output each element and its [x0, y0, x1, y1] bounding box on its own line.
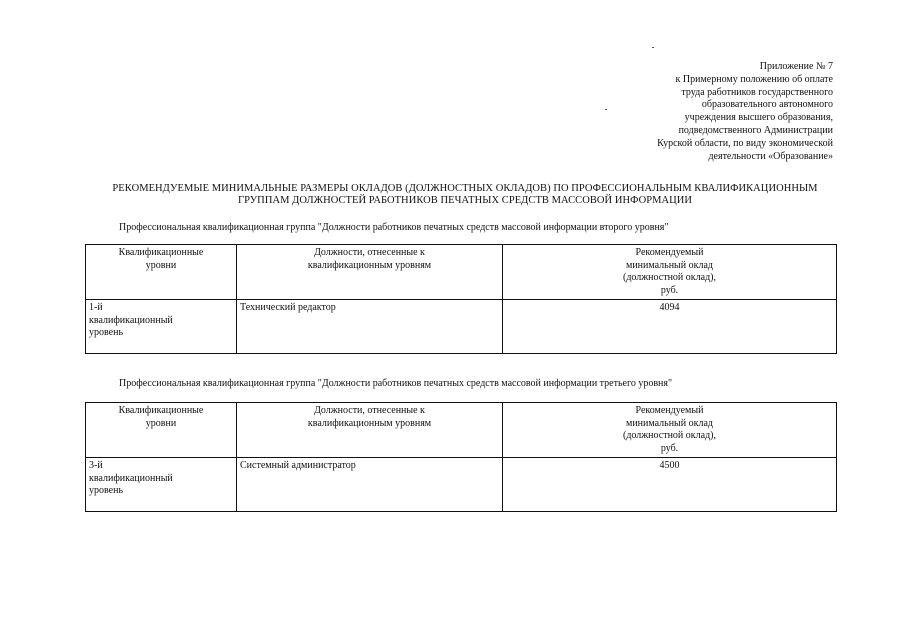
- header-text: Квалификационные: [118, 247, 204, 258]
- cell-position: Системный администратор: [237, 458, 503, 512]
- table-header-row: [86, 403, 837, 458]
- table-row: [86, 458, 837, 512]
- group-caption-second-level: Профессиональная квалификационная группа "Должности работников печатных средств массовой информации второго уровня": [119, 222, 669, 233]
- document-title: [60, 183, 870, 207]
- header-text: минимальный оклад: [625, 417, 714, 429]
- header-positions: [237, 403, 503, 458]
- group-caption-third-level: Профессиональная квалификационная группа "Должности работников печатных средств массовой информации третьего уровня": [119, 378, 673, 389]
- appendix-line: труда работников государственного: [681, 86, 833, 98]
- header-text: квалификационным уровням: [307, 417, 432, 429]
- header-text: Квалификационные: [118, 405, 204, 416]
- header-text: Должности, отнесенные к: [314, 247, 425, 258]
- header-text: Должности, отнесенные к: [314, 405, 425, 416]
- cell-qualification-level: [86, 458, 237, 512]
- header-recommended-salary: [503, 245, 837, 300]
- level-text: уровень: [89, 327, 124, 338]
- header-text: руб.: [660, 442, 679, 454]
- header-positions: [237, 245, 503, 300]
- cell-salary: 4500: [503, 458, 837, 512]
- header-text: (должностной оклад),: [622, 272, 716, 283]
- header-text: руб.: [660, 284, 679, 296]
- appendix-line: учреждения высшего образования,: [684, 112, 833, 124]
- header-text: (должностной оклад),: [622, 430, 716, 441]
- salary-table-third-level: [85, 402, 837, 512]
- header-text: квалификационным уровням: [307, 259, 432, 271]
- appendix-note: [593, 61, 833, 163]
- cell-qualification-level: [86, 300, 237, 354]
- appendix-line: деятельности «Образование»: [708, 150, 833, 162]
- header-text: Рекомендуемый: [635, 405, 704, 416]
- level-text: квалификационный: [89, 314, 173, 326]
- header-text: уровни: [145, 417, 177, 429]
- title-line-1: РЕКОМЕНДУЕМЫЕ МИНИМАЛЬНЫЕ РАЗМЕРЫ ОКЛАДОВ (ДОЛЖНОСТНЫХ ОКЛАДОВ) ПО ПРОФЕССИОНАЛЬНЫМ КВАЛИФИКАЦИОННЫМ: [112, 183, 818, 194]
- appendix-line: Курской области, по виду экономической: [657, 137, 833, 149]
- level-text: 1-й: [89, 302, 103, 313]
- header-text: уровни: [145, 259, 177, 271]
- appendix-line: подведомственного Администрации: [678, 124, 833, 136]
- appendix-line: к Примерному положению об оплате: [675, 73, 833, 85]
- appendix-line: Приложение № 7: [759, 61, 833, 72]
- header-qualification-levels: [86, 245, 237, 300]
- header-text: Рекомендуемый: [635, 247, 704, 258]
- appendix-line: образовательного автономного: [701, 99, 833, 111]
- title-line-2: ГРУППАМ ДОЛЖНОСТЕЙ РАБОТНИКОВ ПЕЧАТНЫХ СРЕДСТВ МАССОВОЙ ИНФОРМАЦИИ: [237, 195, 693, 206]
- header-qualification-levels: [86, 403, 237, 458]
- level-text: квалификационный: [89, 472, 173, 484]
- salary-table-second-level: [85, 244, 837, 354]
- header-text: минимальный оклад: [625, 259, 714, 271]
- scan-speck: [652, 47, 654, 48]
- level-text: 3-й: [89, 460, 103, 471]
- table-header-row: [86, 245, 837, 300]
- cell-salary: 4094: [503, 300, 837, 354]
- table-row: [86, 300, 837, 354]
- level-text: уровень: [89, 485, 124, 496]
- header-recommended-salary: [503, 403, 837, 458]
- cell-position: Технический редактор: [237, 300, 503, 354]
